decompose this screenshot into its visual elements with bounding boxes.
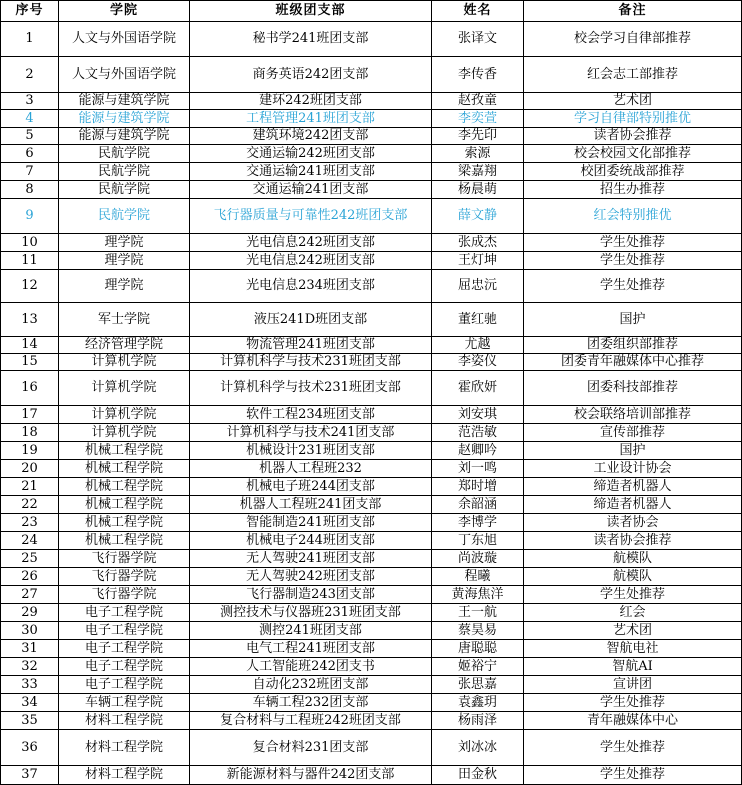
cell-college: 电子工程学院 [59,640,190,658]
cell-note: 宣传部推荐 [524,424,742,442]
cell-branch: 光电信息242班团支部 [190,252,432,270]
cell-no: 19 [1,442,59,460]
cell-branch: 机器人工程班241团支部 [190,496,432,514]
cell-note: 读者协会推荐 [524,532,742,550]
cell-college: 机械工程学院 [59,532,190,550]
cell-note: 艺术团 [524,622,742,640]
cell-note: 工业设计协会 [524,460,742,478]
header-row [1,1,742,22]
table-row [1,586,742,604]
cell-college: 机械工程学院 [59,496,190,514]
cell-college: 材料工程学院 [59,730,190,766]
cell-name: 李先印 [432,128,524,145]
table-row [1,604,742,622]
cell-name: 刘一鸣 [432,460,524,478]
table-row [1,163,742,181]
header-college: 学院 [59,1,190,22]
cell-college: 电子工程学院 [59,604,190,622]
cell-name: 董红驰 [432,303,524,337]
cell-name: 张成杰 [432,234,524,252]
cell-note: 读者协会推荐 [524,128,742,145]
cell-college: 机械工程学院 [59,460,190,478]
table-row [1,337,742,354]
cell-name: 索源 [432,145,524,163]
table-row [1,712,742,730]
cell-note: 校会校园文化部推荐 [524,145,742,163]
cell-branch: 交通运输242班团支部 [190,145,432,163]
cell-name: 刘冰冰 [432,730,524,766]
cell-college: 电子工程学院 [59,676,190,694]
table-row [1,371,742,406]
cell-college: 能源与建筑学院 [59,93,190,110]
cell-college: 计算机学院 [59,354,190,371]
cell-college: 车辆工程学院 [59,694,190,712]
cell-branch: 光电信息234班团支部 [190,270,432,303]
cell-college: 能源与建筑学院 [59,110,190,128]
cell-no: 13 [1,303,59,337]
cell-name: 屈忠沅 [432,270,524,303]
table-row [1,676,742,694]
cell-note: 智航AI [524,658,742,676]
cell-name: 刘安琪 [432,406,524,424]
table-row [1,442,742,460]
cell-name: 蔡昊易 [432,622,524,640]
cell-note: 国护 [524,303,742,337]
table-row [1,93,742,110]
cell-branch: 机械电子244班团支部 [190,532,432,550]
cell-name: 赵卿吟 [432,442,524,460]
cell-no: 24 [1,532,59,550]
cell-branch: 复合材料231团支部 [190,730,432,766]
cell-note: 校会学习自律部推荐 [524,22,742,57]
cell-no: 37 [1,766,59,785]
cell-no: 5 [1,128,59,145]
cell-college: 民航学院 [59,163,190,181]
cell-no: 27 [1,586,59,604]
cell-name: 丁东旭 [432,532,524,550]
cell-note: 读者协会 [524,514,742,532]
cell-name: 杨雨泽 [432,712,524,730]
cell-name: 袁鑫玥 [432,694,524,712]
cell-name: 田金秋 [432,766,524,785]
table-row [1,532,742,550]
cell-branch: 机器人工程班232 [190,460,432,478]
cell-note: 青年融媒体中心 [524,712,742,730]
cell-branch: 工程管理241班团支部 [190,110,432,128]
cell-no: 20 [1,460,59,478]
table-row [1,730,742,766]
table-body [1,22,742,785]
table-row [1,57,742,93]
table-row [1,181,742,199]
cell-name: 张思嘉 [432,676,524,694]
cell-name: 霍欣妍 [432,371,524,406]
cell-no: 30 [1,622,59,640]
cell-no: 32 [1,658,59,676]
cell-name: 张译文 [432,22,524,57]
cell-college: 理学院 [59,252,190,270]
cell-college: 电子工程学院 [59,658,190,676]
table-row [1,568,742,586]
cell-no: 31 [1,640,59,658]
table-row [1,622,742,640]
cell-branch: 商务英语242团支部 [190,57,432,93]
cell-name: 姬裕宁 [432,658,524,676]
cell-branch: 物流管理241班团支部 [190,337,432,354]
table-row [1,694,742,712]
table-row [1,550,742,568]
cell-no: 23 [1,514,59,532]
cell-name: 李传香 [432,57,524,93]
table-row [1,354,742,371]
header-note: 备注 [524,1,742,22]
cell-no: 9 [1,199,59,234]
table-row [1,424,742,442]
cell-name: 薛文静 [432,199,524,234]
table-row [1,22,742,57]
cell-no: 8 [1,181,59,199]
cell-no: 1 [1,22,59,57]
cell-branch: 新能源材料与器件242团支部 [190,766,432,785]
cell-branch: 人工智能班242团支书 [190,658,432,676]
cell-college: 民航学院 [59,199,190,234]
cell-college: 飞行器学院 [59,586,190,604]
cell-no: 2 [1,57,59,93]
cell-branch: 计算机科学与技术231班团支部 [190,354,432,371]
table-row [1,496,742,514]
cell-name: 程曦 [432,568,524,586]
cell-branch: 测控241班团支部 [190,622,432,640]
cell-branch: 建环242班团支部 [190,93,432,110]
cell-branch: 测控技术与仪器班231班团支部 [190,604,432,622]
cell-note: 招生办推荐 [524,181,742,199]
cell-college: 民航学院 [59,181,190,199]
cell-no: 33 [1,676,59,694]
cell-note: 缔造者机器人 [524,496,742,514]
cell-college: 能源与建筑学院 [59,128,190,145]
table-row [1,234,742,252]
table-row [1,766,742,785]
table-row [1,478,742,496]
cell-branch: 交通运输241班团支部 [190,163,432,181]
cell-name: 赵孜童 [432,93,524,110]
table-row [1,128,742,145]
cell-branch: 交通运输241团支部 [190,181,432,199]
cell-no: 36 [1,730,59,766]
cell-no: 34 [1,694,59,712]
cell-name: 郑时增 [432,478,524,496]
cell-note: 学生处推荐 [524,252,742,270]
cell-branch: 计算机科学与技术231班团支部 [190,371,432,406]
cell-college: 计算机学院 [59,424,190,442]
table-row [1,145,742,163]
cell-no: 10 [1,234,59,252]
cell-note: 团委科技部推荐 [524,371,742,406]
cell-college: 计算机学院 [59,406,190,424]
cell-note: 学生处推荐 [524,694,742,712]
header-no: 序号 [1,1,59,22]
cell-no: 26 [1,568,59,586]
header-name: 姓名 [432,1,524,22]
cell-name: 唐聪聪 [432,640,524,658]
cell-college: 电子工程学院 [59,622,190,640]
cell-name: 杨晨萌 [432,181,524,199]
cell-note: 学生处推荐 [524,586,742,604]
table-row [1,514,742,532]
cell-note: 艺术团 [524,93,742,110]
cell-name: 尤越 [432,337,524,354]
cell-note: 航模队 [524,550,742,568]
cell-college: 理学院 [59,270,190,303]
cell-branch: 电气工程241班团支部 [190,640,432,658]
cell-branch: 飞行器制造243团支部 [190,586,432,604]
cell-college: 飞行器学院 [59,550,190,568]
cell-name: 尚波璇 [432,550,524,568]
cell-no: 22 [1,496,59,514]
cell-branch: 自动化232班团支部 [190,676,432,694]
cell-college: 机械工程学院 [59,514,190,532]
cell-note: 红会特别推优 [524,199,742,234]
cell-branch: 机械电子班244团支部 [190,478,432,496]
cell-note: 智航电社 [524,640,742,658]
cell-branch: 光电信息242班团支部 [190,234,432,252]
cell-no: 35 [1,712,59,730]
cell-branch: 液压241D班团支部 [190,303,432,337]
table-row [1,658,742,676]
cell-note: 缔造者机器人 [524,478,742,496]
header-branch: 班级团支部 [190,1,432,22]
cell-branch: 机械设计231班团支部 [190,442,432,460]
cell-note: 校会联络培训部推荐 [524,406,742,424]
cell-branch: 飞行器质量与可靠性242班团支部 [190,199,432,234]
table-row [1,252,742,270]
table-row [1,303,742,337]
cell-note: 国护 [524,442,742,460]
cell-branch: 计算机科学与技术241团支部 [190,424,432,442]
cell-name: 王一航 [432,604,524,622]
cell-note: 团委青年融媒体中心推荐 [524,354,742,371]
cell-no: 6 [1,145,59,163]
cell-branch: 建筑环境242团支部 [190,128,432,145]
cell-college: 经济管理学院 [59,337,190,354]
cell-no: 4 [1,110,59,128]
table-row [1,199,742,234]
cell-note: 团委组织部推荐 [524,337,742,354]
table-row [1,110,742,128]
cell-no: 18 [1,424,59,442]
table-row [1,406,742,424]
cell-no: 12 [1,270,59,303]
cell-college: 人文与外国语学院 [59,22,190,57]
cell-branch: 智能制造241班团支部 [190,514,432,532]
cell-college: 材料工程学院 [59,712,190,730]
cell-note: 宣讲团 [524,676,742,694]
table-row [1,460,742,478]
cell-college: 军士学院 [59,303,190,337]
cell-branch: 软件工程234班团支部 [190,406,432,424]
cell-name: 王灯坤 [432,252,524,270]
cell-no: 11 [1,252,59,270]
table-row [1,640,742,658]
cell-college: 民航学院 [59,145,190,163]
cell-name: 范浩敏 [432,424,524,442]
cell-college: 机械工程学院 [59,478,190,496]
cell-branch: 秘书学241班团支部 [190,22,432,57]
cell-no: 25 [1,550,59,568]
cell-college: 材料工程学院 [59,766,190,785]
cell-note: 航模队 [524,568,742,586]
cell-no: 7 [1,163,59,181]
cell-name: 李姿仪 [432,354,524,371]
cell-name: 李奕萱 [432,110,524,128]
cell-college: 理学院 [59,234,190,252]
cell-branch: 无人驾驶241班团支部 [190,550,432,568]
table-row [1,270,742,303]
cell-no: 29 [1,604,59,622]
cell-note: 学生处推荐 [524,766,742,785]
cell-no: 3 [1,93,59,110]
cell-note: 学生处推荐 [524,234,742,252]
cell-no: 15 [1,354,59,371]
cell-note: 红会 [524,604,742,622]
cell-name: 余韶涵 [432,496,524,514]
cell-no: 17 [1,406,59,424]
cell-note: 红会志工部推荐 [524,57,742,93]
cell-branch: 复合材料与工程班242班团支部 [190,712,432,730]
cell-note: 学生处推荐 [524,730,742,766]
cell-no: 14 [1,337,59,354]
cell-no: 21 [1,478,59,496]
cell-note: 学生处推荐 [524,270,742,303]
cell-college: 飞行器学院 [59,568,190,586]
cell-college: 人文与外国语学院 [59,57,190,93]
cell-name: 黄海焦洋 [432,586,524,604]
cell-branch: 车辆工程232团支部 [190,694,432,712]
cell-note: 校团委统战部推荐 [524,163,742,181]
cell-name: 梁嘉翔 [432,163,524,181]
cell-college: 计算机学院 [59,371,190,406]
cell-branch: 无人驾驶242班团支部 [190,568,432,586]
cell-no: 16 [1,371,59,406]
cell-name: 李博学 [432,514,524,532]
cell-college: 机械工程学院 [59,442,190,460]
cell-note: 学习自律部特别推优 [524,110,742,128]
